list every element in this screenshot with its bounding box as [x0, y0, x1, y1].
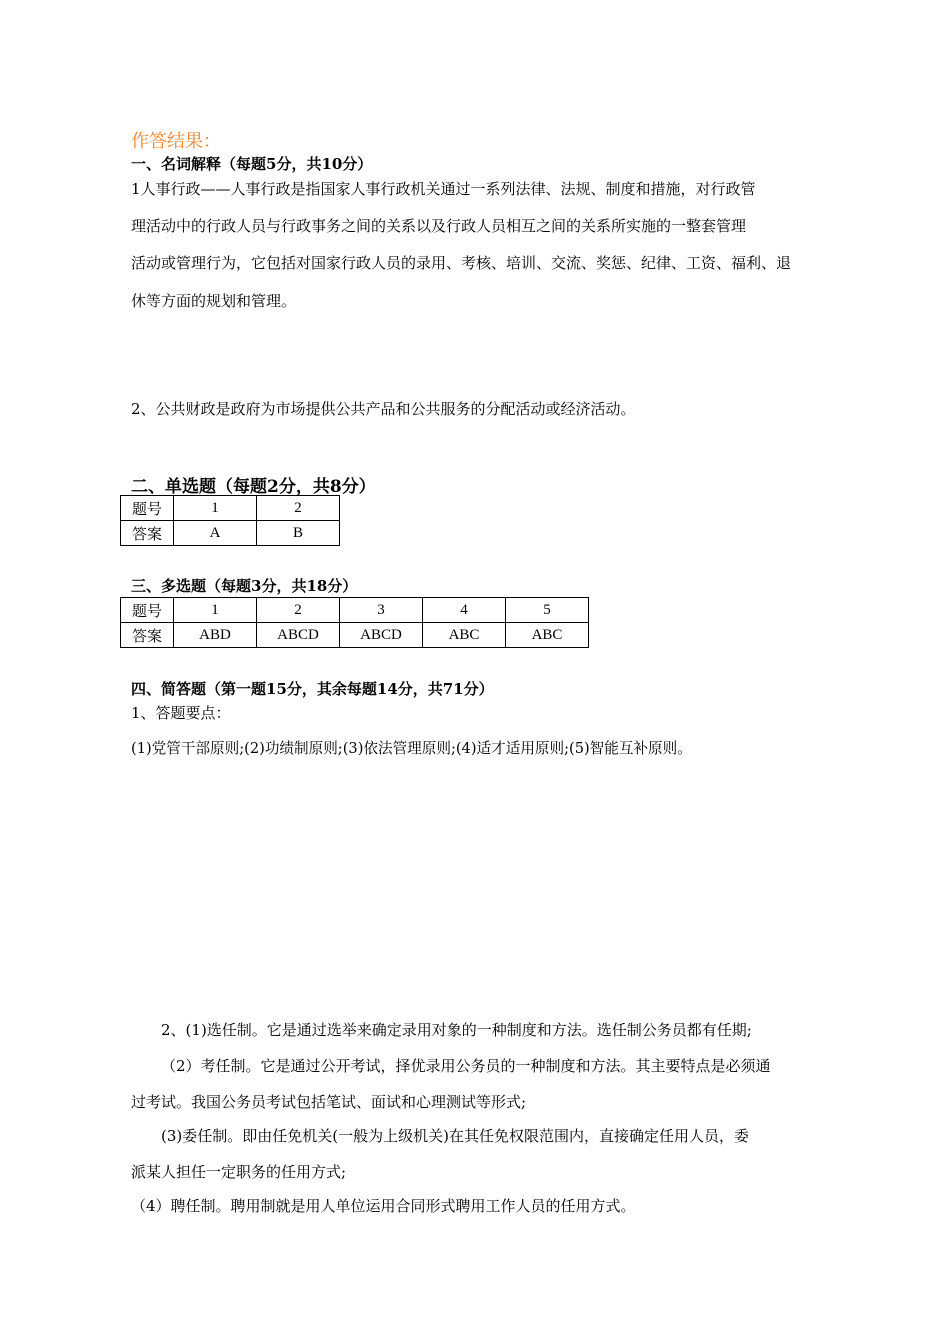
row-label-answer: 答案 [121, 623, 174, 648]
section4-q2-line2: （2）考任制。它是通过公开考试，择优录用公务员的一种制度和方法。其主要特点是必须通 [161, 1057, 771, 1075]
section2-heading: 二、单选题（每题2分，共8分） [131, 477, 376, 497]
table-cell: 2 [257, 598, 340, 623]
section4-q2-line6: （4）聘任制。聘用制就是用人单位运用合同形式聘用工作人员的任用方式。 [131, 1197, 636, 1215]
section1-q1-line3: 活动或管理行为，它包括对国家行政人员的录用、考核、培训、交流、奖惩、纪律、工资、福利、退 [131, 254, 792, 272]
multi-choice-table [120, 597, 589, 648]
table-row [121, 496, 340, 521]
table-cell: 1 [174, 496, 257, 521]
section4-q2-line1: 2、(1)选任制。它是通过选举来确定录用对象的一种制度和方法。选任制公务员都有任期; [161, 1021, 752, 1039]
section1-heading: 一、名词解释（每题5分，共10分） [131, 155, 373, 173]
table-cell: ABCD [340, 623, 423, 648]
table-cell: ABD [174, 623, 257, 648]
section1-q1-line1: 1人事行政——人事行政是指国家人事行政机关通过一系列法律、法规、制度和措施，对行政管 [131, 180, 756, 198]
section1-q1-line2: 理活动中的行政人员与行政事务之间的关系以及行政人员相互之间的关系所实施的一整套管理 [131, 217, 747, 235]
section3-heading: 三、多选题（每题3分，共18分） [131, 577, 358, 595]
table-row [121, 598, 589, 623]
section1-q2: 2、公共财政是政府为市场提供公共产品和公共服务的分配活动或经济活动。 [131, 400, 636, 418]
section4-q2-line4: (3)委任制。即由任免机关(一般为上级机关)在其任免权限范围内，直接确定任用人员，委 [161, 1127, 749, 1145]
page-title: 作答结果： [131, 131, 221, 152]
section4-q1-intro: 1、答题要点： [131, 704, 231, 722]
table-cell: 5 [506, 598, 589, 623]
section4-heading: 四、简答题（第一题15分，其余每题14分，共71分） [131, 680, 494, 698]
table-cell: ABC [506, 623, 589, 648]
section4-q2-line5: 派某人担任一定职务的任用方式; [131, 1163, 347, 1181]
section1-q1-line4: 休等方面的规划和管理。 [131, 292, 297, 310]
table-cell: A [174, 521, 257, 546]
table-row [121, 623, 589, 648]
single-choice-table [120, 495, 340, 546]
table-cell: ABC [423, 623, 506, 648]
table-cell: 1 [174, 598, 257, 623]
section4-q1-points: (1)党管干部原则;(2)功绩制原则;(3)依法管理原则;(4)适才适用原则;(5)智能互补原则。 [131, 740, 692, 757]
table-cell: 2 [257, 496, 340, 521]
table-cell: 4 [423, 598, 506, 623]
table-row [121, 521, 340, 546]
table-cell: ABCD [257, 623, 340, 648]
row-label-number: 题号 [121, 598, 174, 623]
table-cell: 3 [340, 598, 423, 623]
row-label-number: 题号 [121, 496, 174, 521]
section4-q2-line3: 过考试。我国公务员考试包括笔试、面试和心理测试等形式; [131, 1093, 527, 1111]
table-cell: B [257, 521, 340, 546]
row-label-answer: 答案 [121, 521, 174, 546]
